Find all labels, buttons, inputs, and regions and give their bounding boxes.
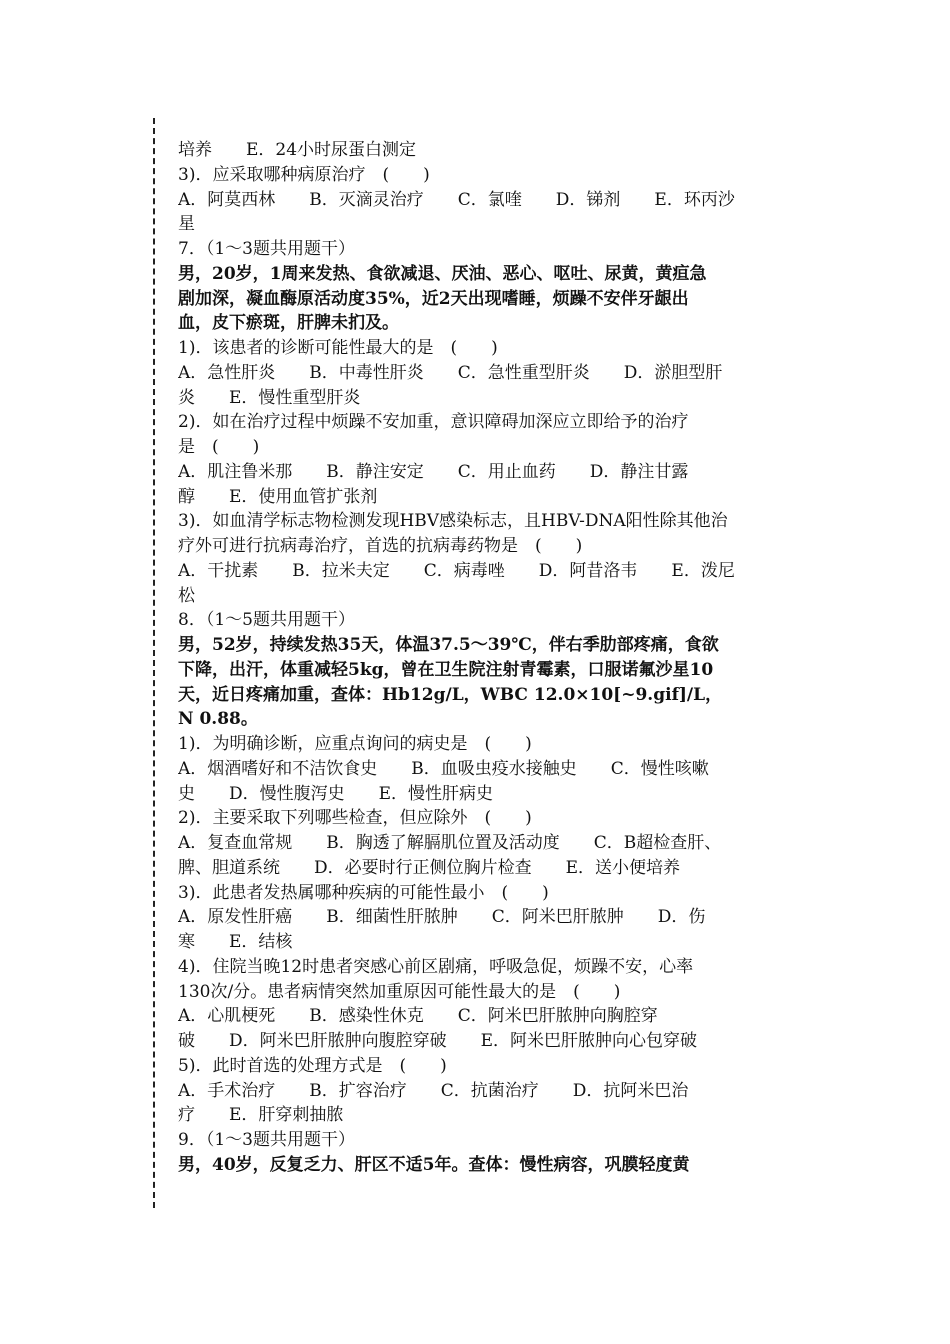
binding-margin-dashed-line xyxy=(153,118,155,1208)
text-line: 1)．该患者的诊断可能性最大的是 ( ) xyxy=(178,338,498,358)
text-line: 4)．住院当晚12时患者突感心前区剧痛，呼吸急促，烦躁不安，心率 xyxy=(178,956,694,977)
text-line: 1)．为明确诊断，应重点询问的病史是 ( ) xyxy=(178,734,532,754)
text-line: 5)．此时首选的处理方式是 ( ) xyxy=(178,1055,447,1076)
text-line: 脾、胆道系统 D．必要时行正侧位胸片检查 E．送小便培养 xyxy=(178,857,681,878)
text-line: A．手术治疗 B．扩容治疗 C．抗菌治疗 D．抗阿米巴治 xyxy=(178,1080,689,1101)
question-stem-line: 男，40岁，反复乏力、肝区不适5年。查体：慢性病容，巩膜轻度黄 xyxy=(178,1154,690,1175)
text-line: A．阿莫西林 B．灭滴灵治疗 C．氯喹 D．锑剂 E．环丙沙 xyxy=(178,189,735,210)
text-line: 2)．主要采取下列哪些检查，但应除外 ( ) xyxy=(178,808,532,829)
text-line: 是 ( ) xyxy=(178,437,260,457)
text-line: 3)．如血清学标志物检测发现HBV感染标志，且HBV-DNA阳性除其他治 xyxy=(178,511,728,532)
question-stem-line: N 0.88。 xyxy=(178,709,258,730)
question-stem-line: 男，20岁，1周来发热、食欲减退、厌油、恶心、呕吐、尿黄，黄疸急 xyxy=(178,263,707,284)
text-line: 2)．如在治疗过程中烦躁不安加重，意识障碍加深应立即给予的治疗 xyxy=(178,412,689,433)
text-line: 培养 E．24小时尿蛋白测定 xyxy=(178,140,417,160)
text-line: 9．（1～3题共用题干） xyxy=(178,1130,355,1150)
text-line: 星 xyxy=(178,214,195,235)
text-line: A．心肌梗死 B．感染性休克 C．阿米巴肝脓肿向胸腔穿 xyxy=(178,1006,658,1027)
document-body xyxy=(178,138,790,1178)
question-stem-line: 血，皮下瘀斑，肝脾未扪及。 xyxy=(178,313,399,334)
text-line: 130次/分。患者病情突然加重原因可能性最大的是 ( ) xyxy=(178,981,621,1002)
text-line: A．复查血常规 B．胸透了解膈肌位置及活动度 C．B超检查肝、 xyxy=(178,833,722,853)
text-line: A．烟酒嗜好和不洁饮食史 B．血吸虫疫水接触史 C．慢性咳嗽 xyxy=(178,758,709,779)
text-line: 3)．应采取哪种病原治疗 ( ) xyxy=(178,164,430,185)
text-line: A．原发性肝癌 B．细菌性肝脓肿 C．阿米巴肝脓肿 D．伤 xyxy=(178,907,706,928)
text-line: 炎 E．慢性重型肝炎 xyxy=(178,387,361,408)
text-line: 8．（1～5题共用题干） xyxy=(178,610,355,631)
text-line: 史 D．慢性腹泻史 E．慢性肝病史 xyxy=(178,783,494,804)
question-stem-line: 天，近日疼痛加重，查体：Hb12g/L，WBC 12.0×10[~9.gif]/L， xyxy=(178,684,723,705)
text-line: 7．（1～3题共用题干） xyxy=(178,239,355,259)
text-line: 3)．此患者发热属哪种疾病的可能性最小 ( ) xyxy=(178,882,549,903)
text-line: 破 D．阿米巴肝脓肿向腹腔穿破 E．阿米巴肝脓肿向心包穿破 xyxy=(178,1031,698,1051)
question-stem-line: 剧加深，凝血酶原活动度35%，近2天出现嗜睡，烦躁不安伴牙龈出 xyxy=(178,288,689,309)
text-line: 疗 E．肝穿刺抽脓 xyxy=(178,1105,344,1126)
text-line: A．干扰素 B．拉米夫定 C．病毒唑 D．阿昔洛韦 E．泼尼 xyxy=(178,560,735,581)
question-stem-line: 男，52岁，持续发热35天，体温37.5～39℃，伴右季肋部疼痛，食欲 xyxy=(178,635,719,655)
text-line: A．肌注鲁米那 B．静注安定 C．用止血药 D．静注甘露 xyxy=(178,461,689,482)
text-line: 松 xyxy=(178,585,195,606)
text-line: 寒 E．结核 xyxy=(178,932,293,952)
text-line: 疗外可进行抗病毒治疗，首选的抗病毒药物是 ( ) xyxy=(178,536,583,556)
question-stem-line: 下降，出汗，体重减轻5kg，曾在卫生院注射青霉素，口服诺氟沙星10 xyxy=(178,659,714,680)
text-line: A．急性肝炎 B．中毒性肝炎 C．急性重型肝炎 D．淤胆型肝 xyxy=(178,362,723,383)
text-line: 醇 E．使用血管扩张剂 xyxy=(178,486,378,507)
